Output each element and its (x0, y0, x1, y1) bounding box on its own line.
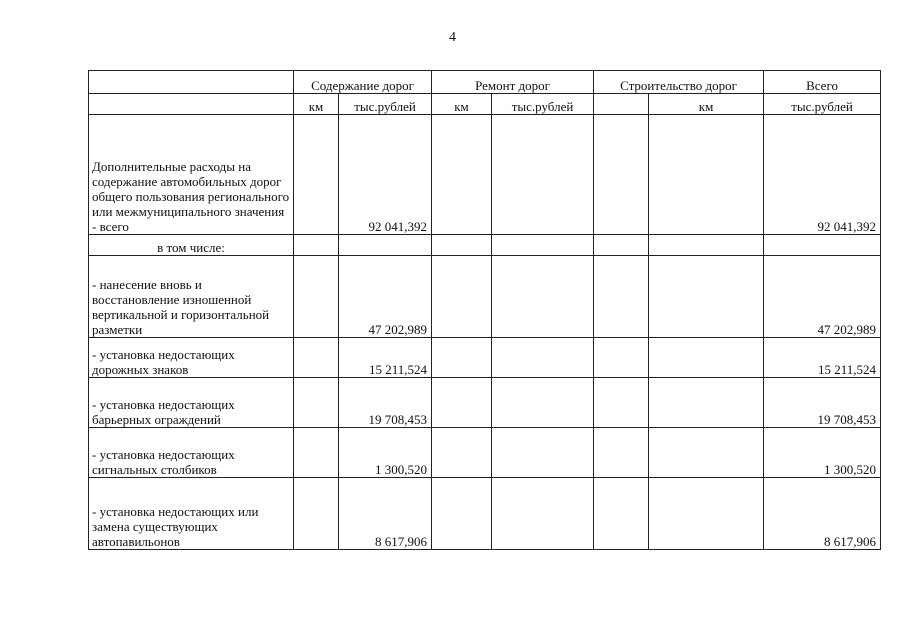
total-value: 92 041,392 (764, 115, 881, 235)
header-total: Всего (764, 71, 881, 94)
expenses-table (88, 70, 881, 550)
table-row (89, 256, 881, 338)
header-rub-total: тыс.рублей (764, 94, 881, 115)
page-number: 4 (449, 30, 456, 45)
header-km-repair: км (432, 94, 492, 115)
header-maintenance: Содержание дорог (294, 71, 432, 94)
table-row-total (89, 115, 881, 235)
row-label: - нанесение вновь и восстановление изношенной вертикальной и горизонтальной разметки (89, 256, 294, 338)
total-value: 1 300,520 (764, 428, 881, 478)
total-value: 8 617,906 (764, 478, 881, 550)
header-construction: Строительство дорог (594, 71, 764, 94)
maintenance-value: 92 041,392 (339, 115, 432, 235)
maintenance-value: 47 202,989 (339, 256, 432, 338)
table-row (89, 428, 881, 478)
row-label: - установка недостающих сигнальных столбиков (89, 428, 294, 478)
table-row (89, 478, 881, 550)
total-value: 19 708,453 (764, 378, 881, 428)
total-value: 15 211,524 (764, 338, 881, 378)
total-value: 47 202,989 (764, 256, 881, 338)
including-label: в том числе: (89, 235, 294, 256)
maintenance-value: 19 708,453 (339, 378, 432, 428)
header-row-groups (89, 71, 881, 94)
header-km-maintenance: км (294, 94, 339, 115)
row-label: - установка недостающих дорожных знаков (89, 338, 294, 378)
maintenance-value: 8 617,906 (339, 478, 432, 550)
row-label: - установка недостающих или замена существующих автопавильонов (89, 478, 294, 550)
table-row (89, 338, 881, 378)
header-rub-maintenance: тыс.рублей (339, 94, 432, 115)
header-repair: Ремонт дорог (432, 71, 594, 94)
maintenance-value: 1 300,520 (339, 428, 432, 478)
maintenance-value: 15 211,524 (339, 338, 432, 378)
header-km-construction: км (649, 94, 764, 115)
row-label: Дополнительные расходы на содержание автомобильных дорог общего пользования регионального или межмуниципального значения - всего (89, 115, 294, 235)
header-empty-cell (89, 71, 294, 94)
header-rub-repair: тыс.рублей (492, 94, 594, 115)
header-row-units (89, 94, 881, 115)
table-row-including (89, 235, 881, 256)
header-empty-cell (89, 94, 294, 115)
table-row (89, 378, 881, 428)
header-blank-construction (594, 94, 649, 115)
row-label: - установка недостающих барьерных ограждений (89, 378, 294, 428)
